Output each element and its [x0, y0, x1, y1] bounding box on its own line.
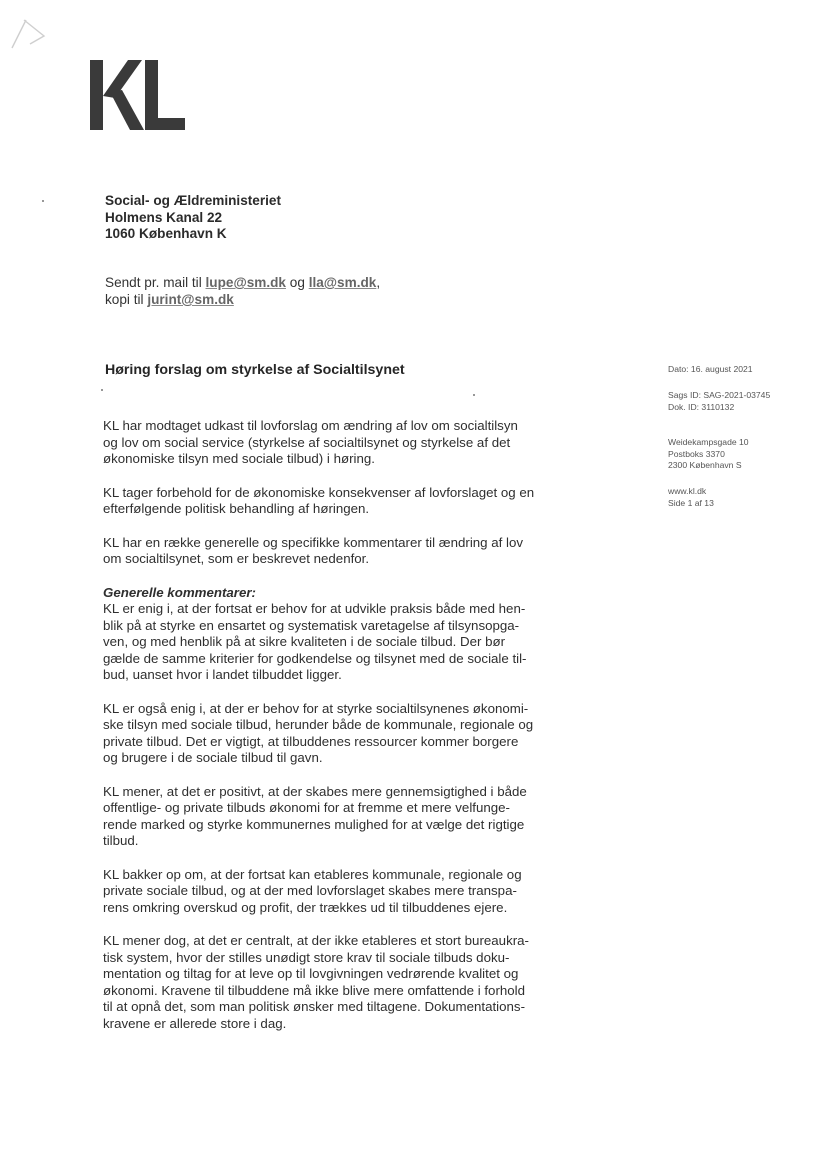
- paragraph-transparency: [103, 784, 573, 850]
- sender-city: 2300 København S: [668, 460, 742, 470]
- case-id: Sags ID: SAG-2021-03745: [668, 390, 771, 400]
- letter-subject: Høring forslag om styrkelse af Socialtilsynet: [105, 362, 405, 378]
- page-number: Side 1 af 13: [668, 497, 714, 508]
- sender-pobox: Postboks 3370: [668, 448, 725, 459]
- sent-conjunction: og: [289, 275, 305, 290]
- copy-prefix: kopi til: [105, 292, 144, 307]
- sidebar-address-block: [668, 437, 749, 472]
- text-line: kravene er allerede store i dag.: [103, 1015, 287, 1031]
- recipient-address: [105, 193, 281, 243]
- email-link-lupe[interactable]: lupe@sm.dk: [205, 275, 286, 290]
- text-line: og brugere i de sociale tilbud til gavn.: [103, 750, 323, 765]
- text-line: KL er også enig i, at der er behov for at styrke socialtilsynenes økonomi-: [103, 700, 529, 716]
- recipient-city: 1060 København K: [105, 226, 227, 241]
- text-line: økonomiske tilsyn med sociale tilbud) i høring.: [103, 451, 375, 466]
- text-line: efterfølgende politisk behandling af høringen.: [103, 501, 370, 516]
- scan-speck: [42, 200, 44, 202]
- text-line: KL bakker op om, at der fortsat kan etableres kommunale, regionale og: [103, 866, 522, 882]
- text-line: blik på at styrke en ensartet og systematisk varetagelse af tilsynsopga-: [103, 617, 520, 633]
- paragraph-intro: [103, 418, 573, 468]
- text-line: KL har modtaget udkast til lovforslag om ændring af lov om socialtilsyn: [103, 418, 518, 433]
- email-link-jurint[interactable]: jurint@sm.dk: [147, 292, 234, 307]
- paragraph-general-comments: [103, 585, 573, 684]
- text-line: ven, og med henblik på at sikre kvaliteten i de sociale tilbud. Der bør: [103, 634, 506, 649]
- letter-date: Dato: 16. august 2021: [668, 364, 753, 374]
- sent-prefix: Sendt pr. mail til: [105, 275, 202, 290]
- text-line: KL har en række generelle og specifikke kommentarer til ændring af lov: [103, 534, 524, 550]
- paragraph-economic-supervision: [103, 701, 573, 767]
- recipient-name: Social- og Ældreministeriet: [105, 193, 282, 208]
- text-line: rens omkring overskud og profit, der trækkes ud til tilbuddenes ejere.: [103, 899, 508, 915]
- sidebar-ids-block: [668, 390, 770, 413]
- text-line: KL mener, at det er positivt, at der skabes mere gennemsigtighed i både: [103, 783, 527, 799]
- corner-mark-icon: [8, 14, 48, 50]
- text-line: til at opnå det, som man politisk ønsker med tiltagene. Dokumentations-: [103, 999, 526, 1014]
- text-line: offentlige- og private tilbuds økonomi for at fremme et mere velfunge-: [103, 800, 510, 815]
- sidebar-web-block: [668, 486, 714, 509]
- kl-logo-icon: [90, 60, 190, 132]
- sender-street: Weidekampsgade 10: [668, 437, 749, 447]
- doc-id: Dok. ID: 3110132: [668, 401, 735, 412]
- text-line: rende marked og styrke kommunernes mulighed for at vælge det rigtige: [103, 816, 525, 832]
- sidebar-date-block: [668, 364, 753, 376]
- email-link-lla[interactable]: lla@sm.dk: [308, 275, 377, 290]
- sender-website[interactable]: www.kl.dk: [668, 486, 707, 496]
- recipient-street: Holmens Kanal 22: [105, 209, 223, 225]
- paragraph-reservation: [103, 485, 573, 518]
- text-line: mentation og tiltag for at leve op til lovgivningen vedrørende kvalitet og: [103, 966, 519, 981]
- text-line: om socialtilsynet, som er beskrevet nedenfor.: [103, 551, 370, 566]
- letter-body: [103, 418, 573, 1049]
- text-line: ske tilsyn med sociale tilbud, herunder både de kommunale, regionale og: [103, 717, 534, 732]
- paragraph-comments-overview: [103, 535, 573, 568]
- text-line: tisk system, hvor der stilles unødigt store krav til sociale tilbuds doku-: [103, 949, 510, 965]
- text-line: private sociale tilbud, og at der med lovforslaget skabes mere transpa-: [103, 883, 517, 898]
- text-line: økonomi. Kravene til tilbuddene må ikke blive mere omfattende i forhold: [103, 982, 526, 998]
- scan-speck: [473, 394, 475, 396]
- sent-comma: ,: [376, 275, 381, 290]
- text-line: og lov om social service (styrkelse af socialtilsynet og styrkelse af det: [103, 434, 511, 450]
- text-line: private tilbud. Det er vigtigt, at tilbuddenes ressourcer kommer borgere: [103, 733, 519, 749]
- text-line: KL tager forbehold for de økonomiske konsekvenser af lovforslaget og en: [103, 484, 535, 500]
- text-line: bud, uanset hvor i landet tilbuddet ligger.: [103, 667, 342, 682]
- text-line: gælde de samme kriterier for godkendelse og tilsynet med de sociale til-: [103, 650, 527, 666]
- paragraph-support: [103, 867, 573, 917]
- text-line: KL mener dog, at det er centralt, at der ikke etableres et stort bureaukra-: [103, 933, 529, 948]
- paragraph-bureaucracy: [103, 933, 573, 1032]
- text-line: KL er enig i, at der fortsat er behov for at udvikle praksis både med hen-: [103, 601, 526, 616]
- sent-by-mail: [105, 274, 380, 308]
- text-line: tilbud.: [103, 833, 139, 848]
- section-heading-general: Generelle kommentarer:: [103, 584, 256, 600]
- scan-speck: [101, 389, 103, 391]
